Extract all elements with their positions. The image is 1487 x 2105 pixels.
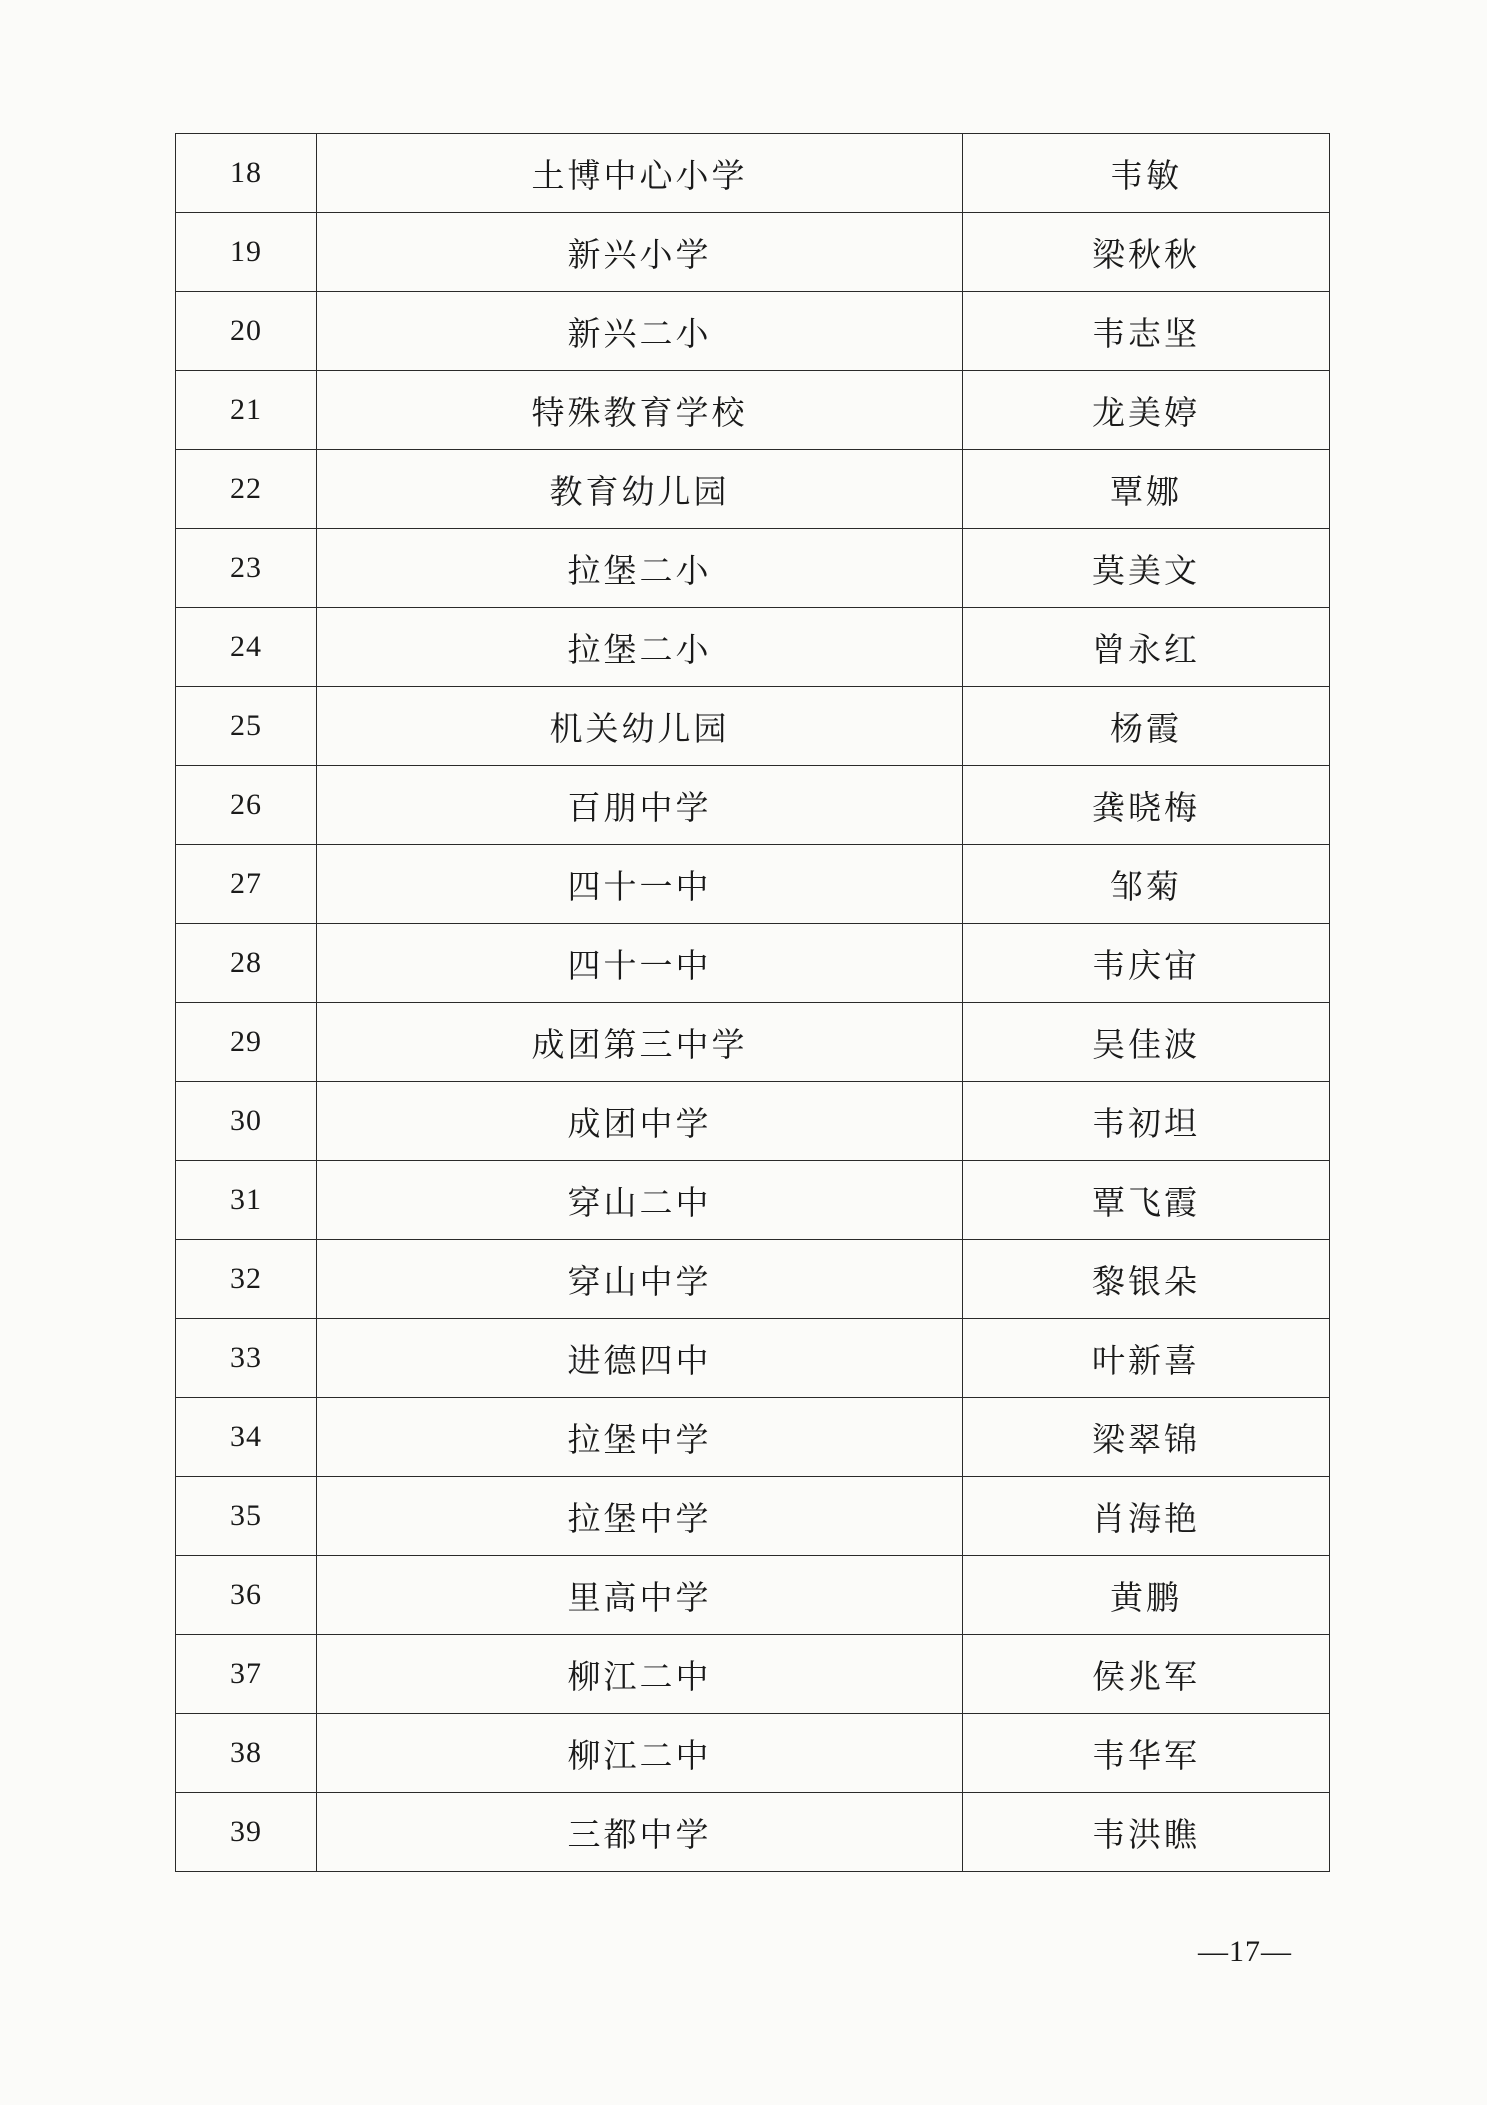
school-name-cell: 新兴二小 — [317, 292, 963, 371]
table-row — [176, 687, 1330, 766]
table-row — [176, 766, 1330, 845]
row-number-cell: 24 — [176, 608, 317, 687]
row-number-cell: 34 — [176, 1398, 317, 1477]
person-name-cell: 杨霞 — [963, 687, 1330, 766]
person-name-cell: 黄鹏 — [963, 1556, 1330, 1635]
row-number-cell: 37 — [176, 1635, 317, 1714]
school-name-cell: 穿山中学 — [317, 1240, 963, 1319]
person-name-cell: 吴佳波 — [963, 1003, 1330, 1082]
person-name-cell: 龚晓梅 — [963, 766, 1330, 845]
person-name-cell: 黎银朵 — [963, 1240, 1330, 1319]
row-number-cell: 32 — [176, 1240, 317, 1319]
person-name-cell: 侯兆军 — [963, 1635, 1330, 1714]
person-name-cell: 梁秋秋 — [963, 213, 1330, 292]
school-name-cell: 土博中心小学 — [317, 134, 963, 213]
table-row — [176, 924, 1330, 1003]
person-name-cell: 韦志坚 — [963, 292, 1330, 371]
person-name-cell: 梁翠锦 — [963, 1398, 1330, 1477]
table-row — [176, 292, 1330, 371]
person-name-cell: 韦初坦 — [963, 1082, 1330, 1161]
row-number-cell: 26 — [176, 766, 317, 845]
person-name-cell: 曾永红 — [963, 608, 1330, 687]
school-name-cell: 特殊教育学校 — [317, 371, 963, 450]
row-number-cell: 20 — [176, 292, 317, 371]
table-row — [176, 371, 1330, 450]
row-number-cell: 23 — [176, 529, 317, 608]
row-number-cell: 38 — [176, 1714, 317, 1793]
table-row — [176, 1714, 1330, 1793]
row-number-cell: 39 — [176, 1793, 317, 1872]
school-name-cell: 进德四中 — [317, 1319, 963, 1398]
row-number-cell: 27 — [176, 845, 317, 924]
table-row — [176, 1398, 1330, 1477]
school-name-cell: 机关幼儿园 — [317, 687, 963, 766]
person-name-cell: 韦洪瞧 — [963, 1793, 1330, 1872]
school-name-cell: 百朋中学 — [317, 766, 963, 845]
school-name-cell: 新兴小学 — [317, 213, 963, 292]
school-name-cell: 成团第三中学 — [317, 1003, 963, 1082]
row-number-cell: 19 — [176, 213, 317, 292]
table-row — [176, 1793, 1330, 1872]
row-number-cell: 33 — [176, 1319, 317, 1398]
row-number-cell: 25 — [176, 687, 317, 766]
table-row — [176, 1635, 1330, 1714]
table-row — [176, 134, 1330, 213]
table-row — [176, 450, 1330, 529]
page-number: —17— — [1198, 1935, 1292, 1968]
person-name-cell: 叶新喜 — [963, 1319, 1330, 1398]
school-name-cell: 四十一中 — [317, 924, 963, 1003]
table-row — [176, 1003, 1330, 1082]
school-name-cell: 里高中学 — [317, 1556, 963, 1635]
school-name-cell: 柳江二中 — [317, 1635, 963, 1714]
table-row — [176, 1556, 1330, 1635]
table-row — [176, 1240, 1330, 1319]
table-row — [176, 1161, 1330, 1240]
school-name-cell: 三都中学 — [317, 1793, 963, 1872]
table-row — [176, 608, 1330, 687]
table-row — [176, 1319, 1330, 1398]
school-name-cell: 柳江二中 — [317, 1714, 963, 1793]
person-name-cell: 龙美婷 — [963, 371, 1330, 450]
roster-table — [175, 133, 1330, 1872]
row-number-cell: 21 — [176, 371, 317, 450]
table-row — [176, 845, 1330, 924]
person-name-cell: 莫美文 — [963, 529, 1330, 608]
roster-table-body — [176, 134, 1330, 1872]
school-name-cell: 拉堡中学 — [317, 1477, 963, 1556]
row-number-cell: 28 — [176, 924, 317, 1003]
table-row — [176, 529, 1330, 608]
school-name-cell: 成团中学 — [317, 1082, 963, 1161]
row-number-cell: 35 — [176, 1477, 317, 1556]
person-name-cell: 韦华军 — [963, 1714, 1330, 1793]
table-row — [176, 1477, 1330, 1556]
row-number-cell: 31 — [176, 1161, 317, 1240]
person-name-cell: 肖海艳 — [963, 1477, 1330, 1556]
person-name-cell: 韦庆宙 — [963, 924, 1330, 1003]
row-number-cell: 29 — [176, 1003, 317, 1082]
row-number-cell: 22 — [176, 450, 317, 529]
row-number-cell: 30 — [176, 1082, 317, 1161]
school-name-cell: 教育幼儿园 — [317, 450, 963, 529]
person-name-cell: 邹菊 — [963, 845, 1330, 924]
school-name-cell: 拉堡二小 — [317, 529, 963, 608]
table-row — [176, 213, 1330, 292]
person-name-cell: 覃飞霞 — [963, 1161, 1330, 1240]
school-name-cell: 拉堡中学 — [317, 1398, 963, 1477]
table-row — [176, 1082, 1330, 1161]
school-name-cell: 穿山二中 — [317, 1161, 963, 1240]
school-name-cell: 拉堡二小 — [317, 608, 963, 687]
person-name-cell: 韦敏 — [963, 134, 1330, 213]
row-number-cell: 18 — [176, 134, 317, 213]
row-number-cell: 36 — [176, 1556, 317, 1635]
person-name-cell: 覃娜 — [963, 450, 1330, 529]
school-name-cell: 四十一中 — [317, 845, 963, 924]
